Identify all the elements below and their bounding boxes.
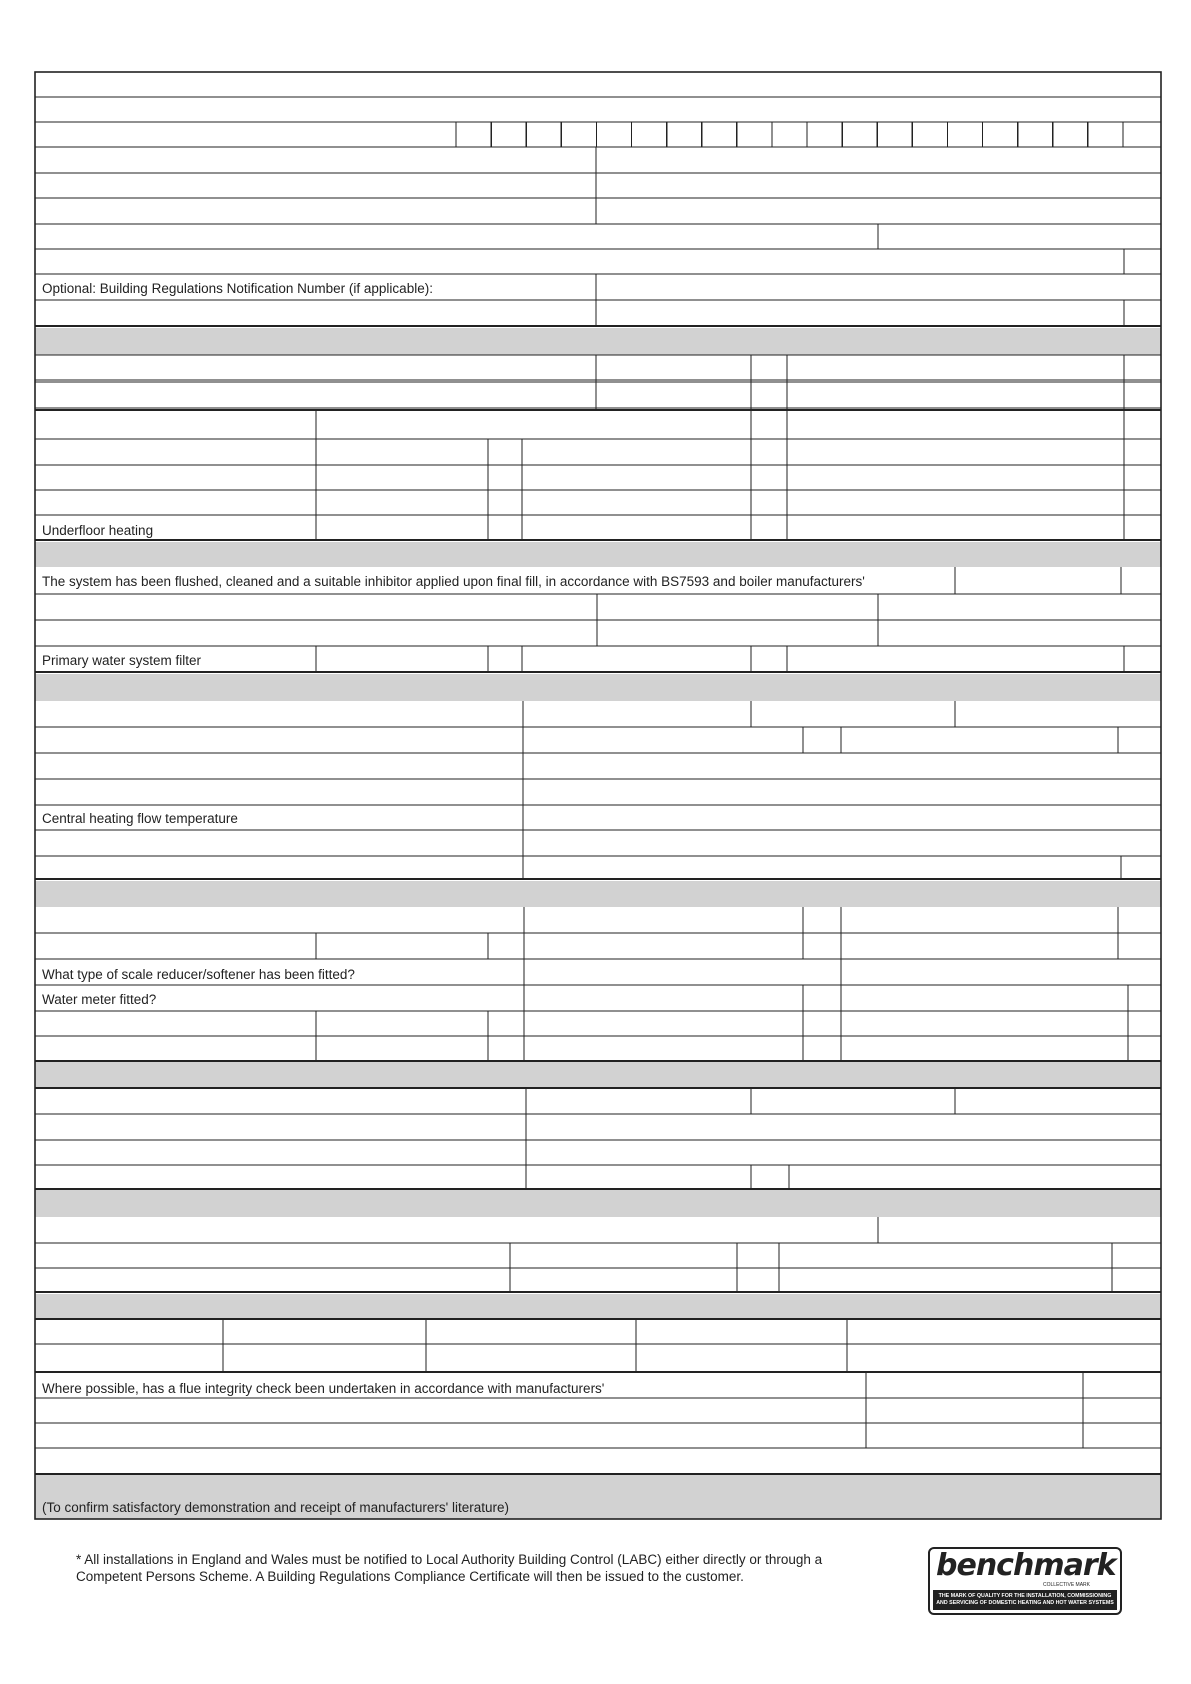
underfloor-heating-label: Underfloor heating — [42, 523, 154, 538]
system-flushed-label: The system has been flushed, cleaned and a suitable inhibitor applied upon final fill, in accordance with BS7593 and boiler manufacturers' — [42, 574, 865, 589]
section-band-6 — [35, 1190, 1161, 1217]
benchmark-strapline — [933, 1590, 1117, 1610]
collective-mark-text: COLLECTIVE MARK — [1043, 1582, 1090, 1588]
section-band-3 — [35, 674, 1161, 701]
ch-flow-temperature-label: Central heating flow temperature — [42, 811, 238, 826]
footnote-line-1: * All installations in England and Wales must be notified to Local Authority Building Control (LABC) either directly or through a — [76, 1552, 823, 1567]
section-band-4 — [35, 881, 1161, 907]
strapline-2: AND SERVICING OF DOMESTIC HEATING AND HOT WATER SYSTEMS — [936, 1600, 1114, 1606]
water-meter-label: Water meter fitted? — [42, 992, 157, 1007]
strapline-1: THE MARK OF QUALITY FOR THE INSTALLATION, COMMISSIONING — [938, 1593, 1112, 1599]
primary-filter-label: Primary water system filter — [42, 653, 202, 668]
customer-confirmation-label: (To confirm satisfactory demonstration and receipt of manufacturers' literature) — [42, 1500, 510, 1515]
benchmark-wordmark: benchmark — [936, 1548, 1116, 1583]
footnote-line-2: Competent Persons Scheme. A Building Regulations Compliance Certificate will then be issued to the customer. — [76, 1569, 744, 1584]
labc-footnote — [76, 1551, 876, 1585]
section-band-1 — [35, 328, 1161, 355]
scale-reducer-label: What type of scale reducer/softener has been fitted? — [42, 967, 355, 982]
section-band-5 — [35, 1062, 1161, 1088]
notification-number-label: Optional: Building Regulations Notification Number (if applicable): — [42, 281, 433, 296]
flue-integrity-label: Where possible, has a flue integrity check been undertaken in accordance with manufacturers' — [42, 1381, 605, 1396]
section-band-2 — [35, 542, 1161, 567]
benchmark-logo — [928, 1547, 1122, 1615]
section-band-7 — [35, 1294, 1161, 1319]
